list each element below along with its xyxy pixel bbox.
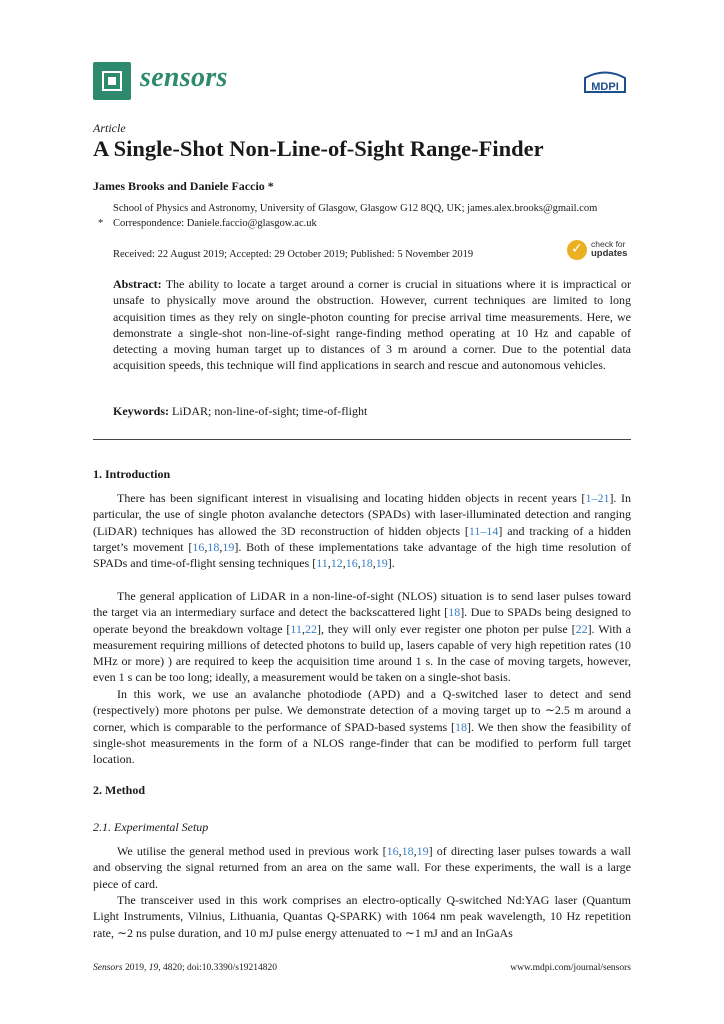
subsection-heading-experimental-setup: 2.1. Experimental Setup <box>93 820 209 834</box>
correspondence-marker: * <box>98 218 104 229</box>
citation-link[interactable]: 22 <box>575 621 588 636</box>
paragraph-text: We utilise the general method used in previous work [ <box>117 844 387 858</box>
article-title: A Single-Shot Non-Line-of-Sight Range-Finder <box>93 136 544 161</box>
mdpi-logo-text: MDPI <box>591 81 619 93</box>
paragraph-text: , <box>301 621 305 636</box>
keywords <box>113 404 631 419</box>
citation-link[interactable]: 16 <box>192 539 205 554</box>
paragraph-text: , <box>413 844 417 858</box>
article-type: Article <box>93 121 126 135</box>
paragraph-text: , <box>372 556 376 571</box>
section-heading-introduction: 1. Introduction <box>93 467 171 481</box>
affiliation: School of Physics and Astronomy, University of Glasgow, Glasgow G12 8QQ, UK; james.alex.brooks@gmail.com <box>113 203 598 214</box>
footer-citation-part: 2019, <box>122 963 149 973</box>
publication-dates: Received: 22 August 2019; Accepted: 29 October 2019; Published: 5 November 2019 <box>113 249 474 260</box>
footer-citation-part: , 4820; doi:10.3390/s19214820 <box>158 963 277 973</box>
paragraph-text: ]. Due to SPADs being designed to operate beyond the breakdown voltage [ <box>93 605 631 636</box>
section-heading-method: 2. Method <box>93 783 145 797</box>
paragraph-text: , <box>204 539 208 554</box>
paragraph-text: The general application of LiDAR in a non-line-of-sight (NLOS) situation is to send laser pulses toward the target via an intermediary surface and detect the backscattered light [ <box>93 589 631 620</box>
citation-link[interactable]: 18 <box>448 605 461 620</box>
abstract <box>113 276 631 374</box>
paragraph-text: ] of directing laser pulses towards a wall and observing the signal returned from an area on the same wall. For these experiments, the wall is a large piece of card. <box>93 844 631 891</box>
citation-link[interactable]: 18 <box>360 556 373 571</box>
paragraph <box>93 843 631 892</box>
citation-link[interactable]: 19 <box>416 844 429 858</box>
citation-link[interactable]: 18 <box>207 539 220 554</box>
authors: James Brooks and Daniele Faccio * <box>93 179 274 193</box>
paragraph <box>93 490 631 571</box>
paragraph-text: In this work, we use an avalanche photodiode (APD) and a Q-switched laser to detect and send (respectively) more photons per pulse. We demonstrate detection of a moving target up to ∼2.5 m around a corner, which is comparable to the performance of SPAD-based systems [ <box>93 687 631 734</box>
paragraph-text: ], they will only ever register one photon per pulse [ <box>316 621 576 636</box>
keywords-label: Keywords: <box>113 404 169 418</box>
check-for-updates-badge[interactable] <box>567 240 632 262</box>
citation-link[interactable]: 11 <box>316 556 328 571</box>
paragraph-text: The transceiver used in this work comprises an electro-optically Q-switched Nd:YAG laser (Quantum Light Instruments, Vilnius, Lithuania, Quantas Q-SPARK) with 1064 nm peak wavelength, 10 Hz repetition rate, ∼2 ns pulse duration, and 10 mJ pulse energy attenuated to ∼1 mJ and an InGaAs <box>93 893 631 940</box>
paragraph-text: There has been significant interest in visualising and locating hidden objects in recent years [ <box>117 491 586 505</box>
citation-link[interactable]: 16 <box>345 556 358 571</box>
chip-icon <box>102 71 122 91</box>
paragraph-text: , <box>219 539 223 554</box>
paragraph-text: ]. Both of these implementations take advantage of the high time resolution of SPADs and time-of-flight sensing techniques [ <box>93 539 631 571</box>
citation-link[interactable]: 22 <box>304 621 317 636</box>
journal-name: sensors <box>140 62 228 93</box>
footer-citation-part: 19 <box>148 963 159 973</box>
abstract-label: Abstract: <box>113 277 162 291</box>
correspondence-text: Correspondence: Daniele.faccio@glasgow.ac.uk <box>113 218 317 229</box>
citation-link[interactable]: 1–21 <box>585 491 610 505</box>
paragraph-text: ]. With a measurement requiring millions of detected photons to build up, lasers capable of very high repetition rates (10 MHz or more) ) are required to keep the acquisition time around 1 s. In the case of moving targets, however, even 1 s can be too long; ideally, a measurement would be taken on a single-shot basis. <box>93 621 631 685</box>
check-icon <box>567 240 587 260</box>
check-updates-line1: check for <box>591 239 626 249</box>
paragraph-text: , <box>342 556 346 571</box>
paragraph-text: ]. <box>387 556 395 571</box>
citation-link[interactable]: 19 <box>222 539 235 554</box>
paragraph <box>93 588 631 686</box>
paragraph-text: , <box>398 844 402 858</box>
paragraph <box>93 892 631 941</box>
citation-link[interactable]: 18 <box>455 719 468 734</box>
citation-link[interactable]: 11–14 <box>468 523 499 538</box>
paragraph-text: , <box>357 556 361 571</box>
footer-citation-part: Sensors <box>93 963 123 973</box>
citation-link[interactable]: 12 <box>330 556 343 571</box>
keywords-text: LiDAR; non-line-of-sight; time-of-flight <box>172 404 368 418</box>
footer-url[interactable]: www.mdpi.com/journal/sensors <box>510 963 631 973</box>
footer-citation <box>93 963 277 973</box>
correspondence <box>98 218 317 229</box>
mdpi-logo <box>582 70 628 96</box>
paragraph-text: ] and tracking of a hidden target’s movement [ <box>93 523 631 554</box>
abstract-text: The ability to locate a target around a corner is crucial in situations where it is impractical or unsafe to physically move around the obstruction. However, current techniques are limited to long acquisition times as they rely on single-photon counting for precise arrival time measurements. Here, we demonstrate a single-shot non-line-of-sight range-finding method operating at 10 Hz and capable of detecting a moving human target up to distances of 3 m around a corner. Due to the potential data acquisition speeds, this technique will find applications in search and rescue and autonomous vehicles. <box>113 277 631 373</box>
check-updates-line2: updates <box>591 248 628 259</box>
citation-link[interactable]: 16 <box>386 844 399 858</box>
journal-logo-icon <box>93 62 131 100</box>
citation-link[interactable]: 18 <box>401 844 414 858</box>
divider <box>93 439 631 440</box>
citation-link[interactable]: 19 <box>375 556 388 571</box>
citation-link[interactable]: 11 <box>290 621 302 636</box>
paragraph <box>93 686 631 767</box>
paragraph-text: ]. We then show the feasibility of single-shot measurements in the form of a NLOS range-finder that can be modified to perform full target location. <box>93 719 631 767</box>
paragraph-text: , <box>327 556 331 571</box>
paragraph-text: ]. In particular, the use of single photon avalanche detectors (SPADs) with laser-illuminated detection and ranging (LiDAR) techniques has allowed the 3D reconstruction of hidden objects [ <box>93 491 631 538</box>
